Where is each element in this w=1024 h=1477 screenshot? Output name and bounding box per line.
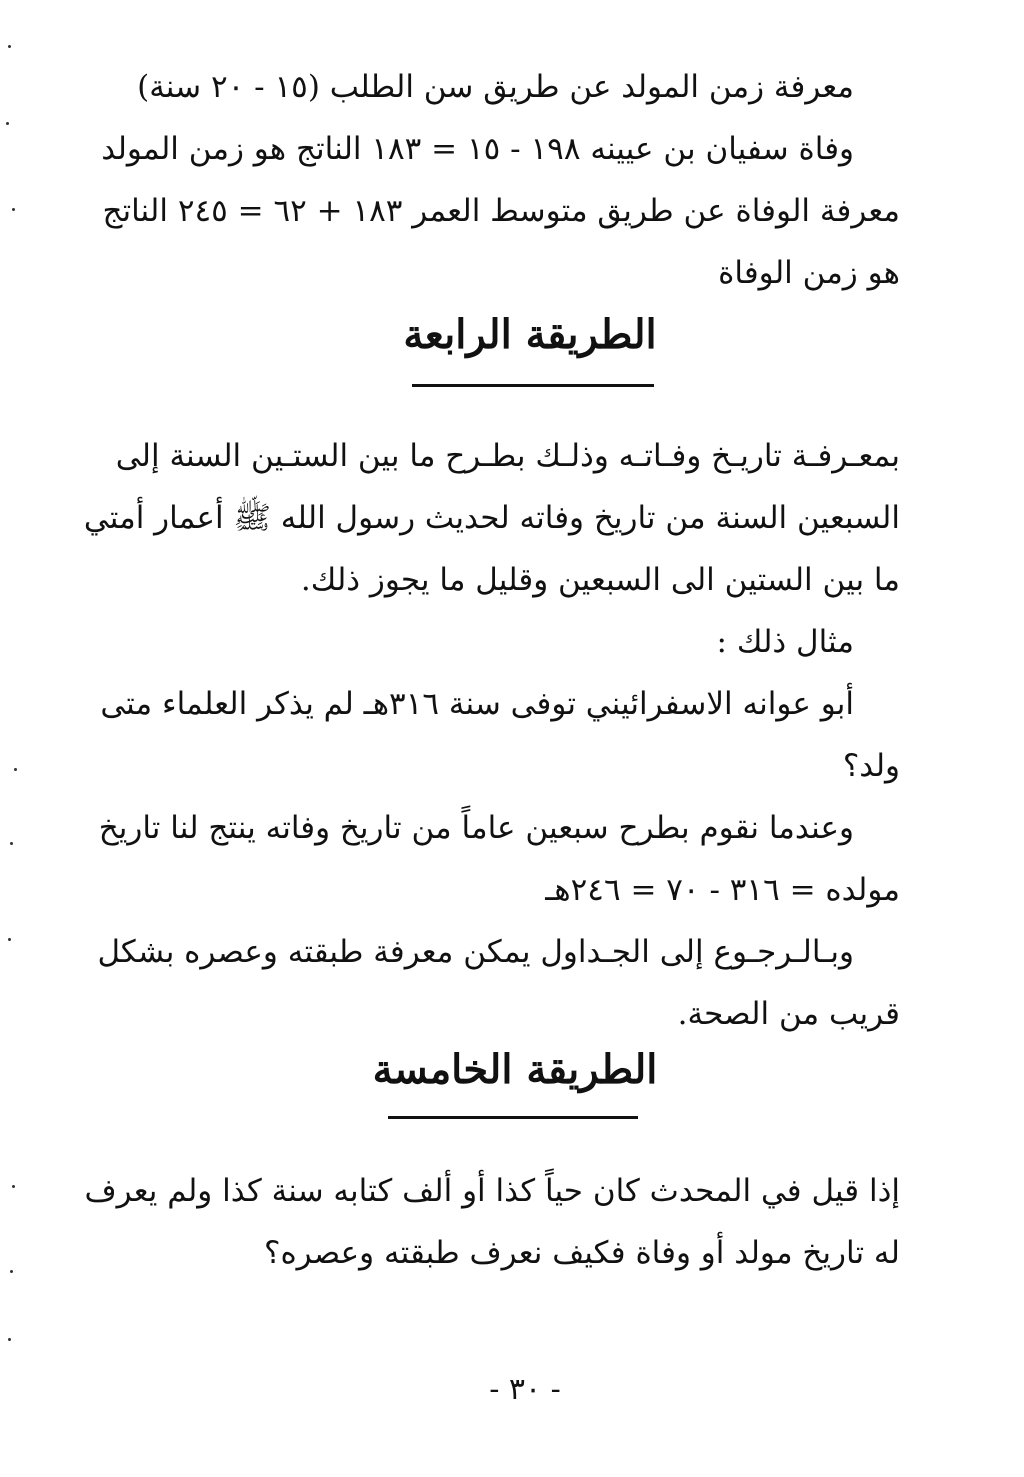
paragraph-line: وفاة سفيان بن عيينه ١٩٨ - ١٥ = ١٨٣ الناتج هو زمن المولد [101,131,854,167]
paragraph-line: ما بين الستين الى السبعين وقليل ما يجوز ذلك. [300,562,900,598]
scan-speck [8,45,11,48]
example-label: مثال ذلك : [716,624,854,660]
paragraph-line: مولده = ٣١٦ - ٧٠ = ٢٤٦هـ [545,872,900,908]
scan-speck [8,1338,11,1341]
paragraph-line: أبو عوانه الاسفرائيني توفى سنة ٣١٦هـ لم يذكر العلماء متى [100,686,854,722]
paragraph-line: هو زمن الوفاة [718,255,900,291]
paragraph-line: له تاريخ مولد أو وفاة فكيف نعرف طبقته وعصره؟ [263,1235,900,1271]
paragraph-line: قريب من الصحة. [677,996,900,1032]
section5-body [84,1160,900,1284]
paragraph-line: وبـالـرجـوع إلى الجـداول يمكن معرفة طبقته وعصره بشكل [97,934,854,970]
section-heading-fourth-method: الطريقة الرابعة [403,311,657,358]
section-heading-fifth-method: الطريقة الخامسة [372,1046,658,1093]
paragraph-line: ولد؟ [842,748,900,784]
heading-underline [388,1116,638,1119]
paragraph-line: وعندما نقوم بطرح سبعين عاماً من تاريخ وفاته ينتج لنا تاريخ [98,810,854,846]
scan-speck [14,768,17,771]
top-paragraph [101,56,900,304]
scan-speck [8,938,11,941]
paragraph-line: إذا قيل في المحدث كان حياً كذا أو ألف كتابه سنة كذا ولم يعرف [84,1173,900,1209]
scan-speck [6,122,9,125]
section4-body [83,425,900,1045]
page-number: - ٣٠ - [489,1372,561,1407]
paragraph-line: معرفة زمن المولد عن طريق سن الطلب (١٥ - ٢٠ سنة) [137,69,854,105]
scan-speck [12,1185,15,1188]
scan-speck [12,208,15,211]
paragraph-line: معرفة الوفاة عن طريق متوسط العمر ١٨٣ + ٦٢ = ٢٤٥ الناتج [102,193,900,229]
paragraph-line: بمعـرفـة تاريـخ وفـاتـه وذلـك بطـرح ما بين الستـين السنة إلى [115,438,900,474]
paragraph-line: السبعين السنة من تاريخ وفاته لحديث رسول الله ﷺ أعمار أمتي [83,500,900,536]
scan-speck [10,1270,13,1273]
heading-underline [412,384,654,387]
scan-speck [10,842,13,845]
